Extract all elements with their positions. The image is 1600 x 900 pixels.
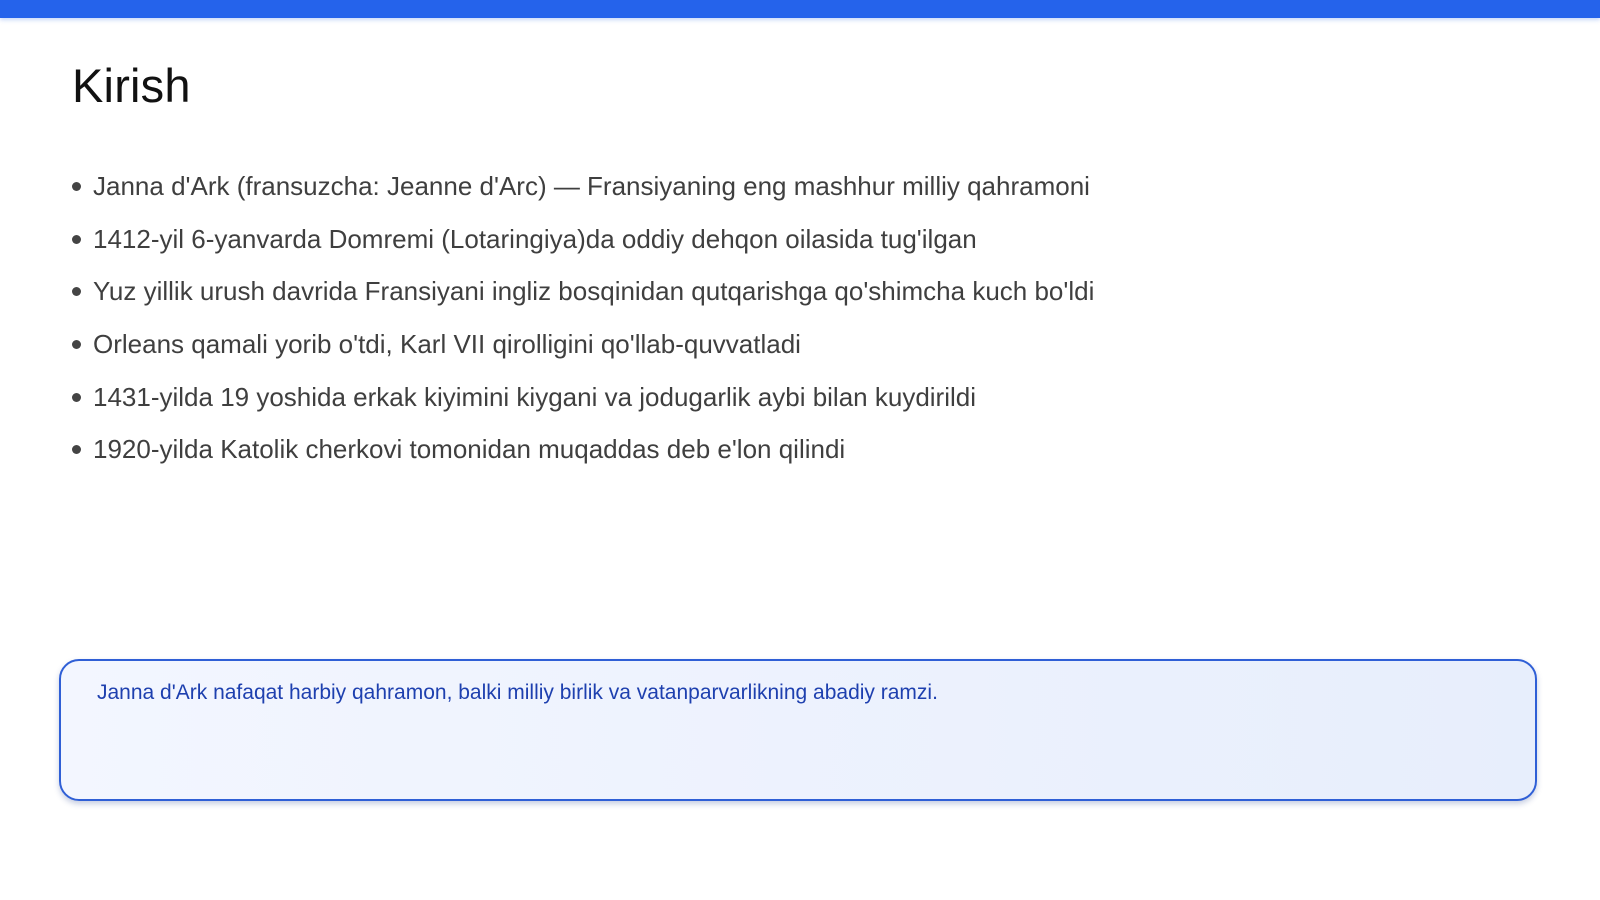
bullet-text: Yuz yillik urush davrida Fransiyani ingliz bosqinidan qutqarishga qo'shimcha kuch bo'ldi xyxy=(93,276,1095,307)
bullet-text: Janna d'Ark (fransuzcha: Jeanne d'Arc) — Fransiyaning eng mashhur milliy qahramoni xyxy=(93,170,1090,201)
bullet-item xyxy=(72,265,1094,318)
bullet-item xyxy=(72,213,1094,266)
bullet-item xyxy=(72,423,1094,476)
bullet-text: 1412-yil 6-yanvarda Domremi (Lotaringiya)da oddiy dehqon oilasida tug'ilgan xyxy=(93,223,977,254)
top-accent-bar xyxy=(0,0,1600,18)
bullet-item xyxy=(72,160,1094,213)
bullet-dot-icon xyxy=(72,445,81,454)
slide-title: Kirish xyxy=(72,59,191,112)
callout-box xyxy=(59,659,1537,801)
bullet-dot-icon xyxy=(72,182,81,191)
callout-text: Janna d'Ark nafaqat harbiy qahramon, balki milliy birlik va vatanparvarlikning abadiy ramzi. xyxy=(97,681,938,704)
bullet-dot-icon xyxy=(72,340,81,349)
bullet-text: 1920-yilda Katolik cherkovi tomonidan muqaddas deb e'lon qilindi xyxy=(93,434,846,465)
bullet-item xyxy=(72,371,1094,424)
bullet-dot-icon xyxy=(72,393,81,402)
bullet-text: Orleans qamali yorib o'tdi, Karl VII qirolligini qo'llab-quvvatladi xyxy=(93,328,801,359)
bullet-dot-icon xyxy=(72,287,81,296)
bullet-list xyxy=(72,160,1094,476)
bullet-dot-icon xyxy=(72,235,81,244)
bullet-item xyxy=(72,318,1094,371)
bullet-text: 1431-yilda 19 yoshida erkak kiyimini kiygani va jodugarlik aybi bilan kuydirildi xyxy=(93,381,976,412)
